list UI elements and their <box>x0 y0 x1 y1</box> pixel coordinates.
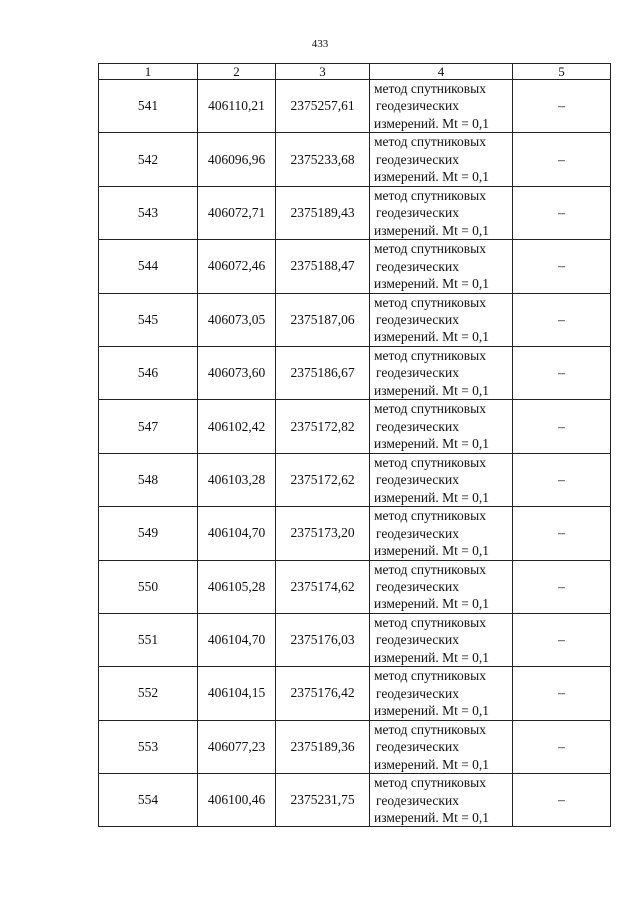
method-line: измерений. Mt = 0,1 <box>374 329 490 345</box>
note-cell: – <box>513 507 611 560</box>
note-cell: – <box>513 720 611 773</box>
table-body <box>99 80 611 827</box>
method-cell <box>370 720 513 773</box>
table-row <box>99 293 611 346</box>
point-number-cell: 541 <box>99 80 198 133</box>
method-line: геодезических <box>376 418 459 434</box>
method-cell <box>370 80 513 133</box>
table-row <box>99 613 611 666</box>
note-cell: – <box>513 774 611 827</box>
method-line: измерений. Mt = 0,1 <box>374 649 490 665</box>
x-coordinate-cell: 406105,28 <box>198 560 276 613</box>
method-line: метод спутниковых <box>374 348 486 364</box>
x-coordinate-cell: 406102,42 <box>198 400 276 453</box>
note-cell: – <box>513 453 611 506</box>
y-coordinate-cell: 2375188,47 <box>276 240 370 293</box>
note-cell: – <box>513 400 611 453</box>
point-number-cell: 549 <box>99 507 198 560</box>
method-cell <box>370 186 513 239</box>
column-header-3: 3 <box>276 64 370 80</box>
x-coordinate-cell: 406100,46 <box>198 774 276 827</box>
note-cell: – <box>513 186 611 239</box>
note-cell: – <box>513 613 611 666</box>
method-line: метод спутниковых <box>374 721 486 737</box>
method-line: геодезических <box>376 312 459 328</box>
point-number-cell: 550 <box>99 560 198 613</box>
method-line: геодезических <box>376 151 459 167</box>
point-number-cell: 553 <box>99 720 198 773</box>
method-cell <box>370 507 513 560</box>
method-cell <box>370 133 513 186</box>
y-coordinate-cell: 2375231,75 <box>276 774 370 827</box>
point-number-cell: 545 <box>99 293 198 346</box>
method-line: метод спутниковых <box>374 614 486 630</box>
point-number-cell: 551 <box>99 613 198 666</box>
method-line: измерений. Mt = 0,1 <box>374 543 490 559</box>
method-line: геодезических <box>376 98 459 114</box>
y-coordinate-cell: 2375173,20 <box>276 507 370 560</box>
method-line: метод спутниковых <box>374 134 486 150</box>
x-coordinate-cell: 406072,46 <box>198 240 276 293</box>
method-cell <box>370 240 513 293</box>
y-coordinate-cell: 2375172,82 <box>276 400 370 453</box>
method-line: измерений. Mt = 0,1 <box>374 115 490 131</box>
x-coordinate-cell: 406104,70 <box>198 613 276 666</box>
point-number-cell: 554 <box>99 774 198 827</box>
x-coordinate-cell: 406077,23 <box>198 720 276 773</box>
method-line: геодезических <box>376 258 459 274</box>
note-cell: – <box>513 560 611 613</box>
table-row <box>99 240 611 293</box>
method-cell <box>370 774 513 827</box>
header-row <box>99 64 611 80</box>
point-number-cell: 546 <box>99 346 198 399</box>
method-line: измерений. Mt = 0,1 <box>374 596 490 612</box>
method-line: метод спутниковых <box>374 561 486 577</box>
table-row <box>99 560 611 613</box>
note-cell: – <box>513 240 611 293</box>
table-row <box>99 400 611 453</box>
method-line: геодезических <box>376 632 459 648</box>
y-coordinate-cell: 2375172,62 <box>276 453 370 506</box>
point-number-cell: 552 <box>99 667 198 720</box>
x-coordinate-cell: 406104,15 <box>198 667 276 720</box>
table-row <box>99 80 611 133</box>
x-coordinate-cell: 406073,05 <box>198 293 276 346</box>
method-line: метод спутниковых <box>374 241 486 257</box>
method-cell <box>370 346 513 399</box>
table-row <box>99 346 611 399</box>
method-line: измерений. Mt = 0,1 <box>374 489 490 505</box>
method-line: метод спутниковых <box>374 401 486 417</box>
x-coordinate-cell: 406072,71 <box>198 186 276 239</box>
method-line: измерений. Mt = 0,1 <box>374 169 490 185</box>
x-coordinate-cell: 406073,60 <box>198 346 276 399</box>
x-coordinate-cell: 406110,21 <box>198 80 276 133</box>
method-line: измерений. Mt = 0,1 <box>374 756 490 772</box>
method-line: измерений. Mt = 0,1 <box>374 809 490 825</box>
y-coordinate-cell: 2375187,06 <box>276 293 370 346</box>
method-line: геодезических <box>376 525 459 541</box>
table-row <box>99 186 611 239</box>
y-coordinate-cell: 2375233,68 <box>276 133 370 186</box>
point-number-cell: 548 <box>99 453 198 506</box>
method-line: измерений. Mt = 0,1 <box>374 276 490 292</box>
method-line: метод спутниковых <box>374 454 486 470</box>
y-coordinate-cell: 2375176,03 <box>276 613 370 666</box>
method-line: метод спутниковых <box>374 187 486 203</box>
method-line: геодезических <box>376 685 459 701</box>
point-number-cell: 547 <box>99 400 198 453</box>
method-line: метод спутниковых <box>374 508 486 524</box>
x-coordinate-cell: 406096,96 <box>198 133 276 186</box>
point-number-cell: 543 <box>99 186 198 239</box>
method-line: измерений. Mt = 0,1 <box>374 222 490 238</box>
point-number-cell: 544 <box>99 240 198 293</box>
table-row <box>99 133 611 186</box>
x-coordinate-cell: 406104,70 <box>198 507 276 560</box>
method-cell <box>370 453 513 506</box>
method-line: измерений. Mt = 0,1 <box>374 703 490 719</box>
table-row <box>99 667 611 720</box>
method-line: измерений. Mt = 0,1 <box>374 436 490 452</box>
note-cell: – <box>513 80 611 133</box>
page-number: 433 <box>311 38 329 50</box>
method-line: измерений. Mt = 0,1 <box>374 382 490 398</box>
point-number-cell: 542 <box>99 133 198 186</box>
note-cell: – <box>513 667 611 720</box>
note-cell: – <box>513 346 611 399</box>
method-line: метод спутниковых <box>374 294 486 310</box>
method-line: геодезических <box>376 579 459 594</box>
method-line: метод спутниковых <box>374 775 486 791</box>
method-line: геодезических <box>376 205 459 221</box>
table-row <box>99 774 611 827</box>
method-line: метод спутниковых <box>374 81 486 97</box>
y-coordinate-cell: 2375257,61 <box>276 80 370 133</box>
note-cell: – <box>513 293 611 346</box>
table-row <box>99 453 611 506</box>
method-line: геодезических <box>376 739 459 755</box>
table-row <box>99 507 611 560</box>
method-line: геодезических <box>376 365 459 381</box>
column-header-2: 2 <box>198 64 276 80</box>
method-line: геодезических <box>376 472 459 488</box>
method-cell <box>370 560 513 613</box>
x-coordinate-cell: 406103,28 <box>198 453 276 506</box>
table-header <box>99 64 611 80</box>
method-cell <box>370 293 513 346</box>
y-coordinate-cell: 2375186,67 <box>276 346 370 399</box>
y-coordinate-cell: 2375189,36 <box>276 720 370 773</box>
column-header-1: 1 <box>99 64 198 80</box>
column-header-5: 5 <box>513 64 611 80</box>
y-coordinate-cell: 2375176,42 <box>276 667 370 720</box>
coordinates-table <box>98 63 611 827</box>
table-row <box>99 720 611 773</box>
method-cell <box>370 613 513 666</box>
method-line: метод спутниковых <box>374 668 486 684</box>
note-cell: – <box>513 133 611 186</box>
y-coordinate-cell: 2375174,62 <box>276 560 370 613</box>
column-header-4: 4 <box>370 64 513 80</box>
method-cell <box>370 667 513 720</box>
method-cell <box>370 400 513 453</box>
method-line: геодезических <box>376 792 459 808</box>
y-coordinate-cell: 2375189,43 <box>276 186 370 239</box>
